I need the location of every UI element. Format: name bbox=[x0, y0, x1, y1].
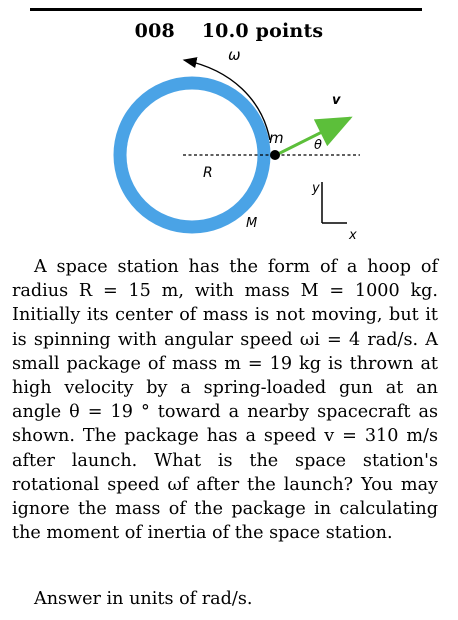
v-label: v bbox=[332, 93, 341, 108]
m-label: m bbox=[269, 129, 284, 147]
problem-text: A space station has the form of a hoop of radius R = 15 m, with mass M = 1000 kg. Initially its center of mass is not moving, but it is spinning with angular speed ωi = 4 rad/s. A small package of mass m = 19 kg is thrown at high velocity by a spring-loaded gun at an angle θ = 19 ° toward a nearby spacecraft as shown. The package has a speed v = 310 m/s after launch. What is the space station's rotational speed ωf after the launch? You may ignore the mass of the package in calculating the moment of inertia of the space station. bbox=[12, 257, 438, 544]
space-station-figure bbox=[0, 40, 458, 250]
question-number: 008 bbox=[134, 20, 175, 42]
theta-label: θ bbox=[314, 138, 322, 153]
y-label: y bbox=[312, 181, 320, 196]
M-label: M bbox=[246, 216, 258, 231]
R-label: R bbox=[203, 165, 213, 181]
hoop bbox=[120, 83, 264, 227]
question-header bbox=[0, 20, 458, 42]
question-points: 10.0 points bbox=[201, 20, 324, 42]
top-rule bbox=[30, 8, 422, 11]
velocity-arrow bbox=[276, 118, 350, 155]
answer-prompt: Answer in units of rad/s. bbox=[34, 589, 253, 609]
x-label: x bbox=[349, 228, 357, 243]
problem-statement bbox=[12, 255, 438, 545]
omega-label: ω bbox=[228, 46, 241, 64]
package-dot bbox=[270, 150, 280, 160]
